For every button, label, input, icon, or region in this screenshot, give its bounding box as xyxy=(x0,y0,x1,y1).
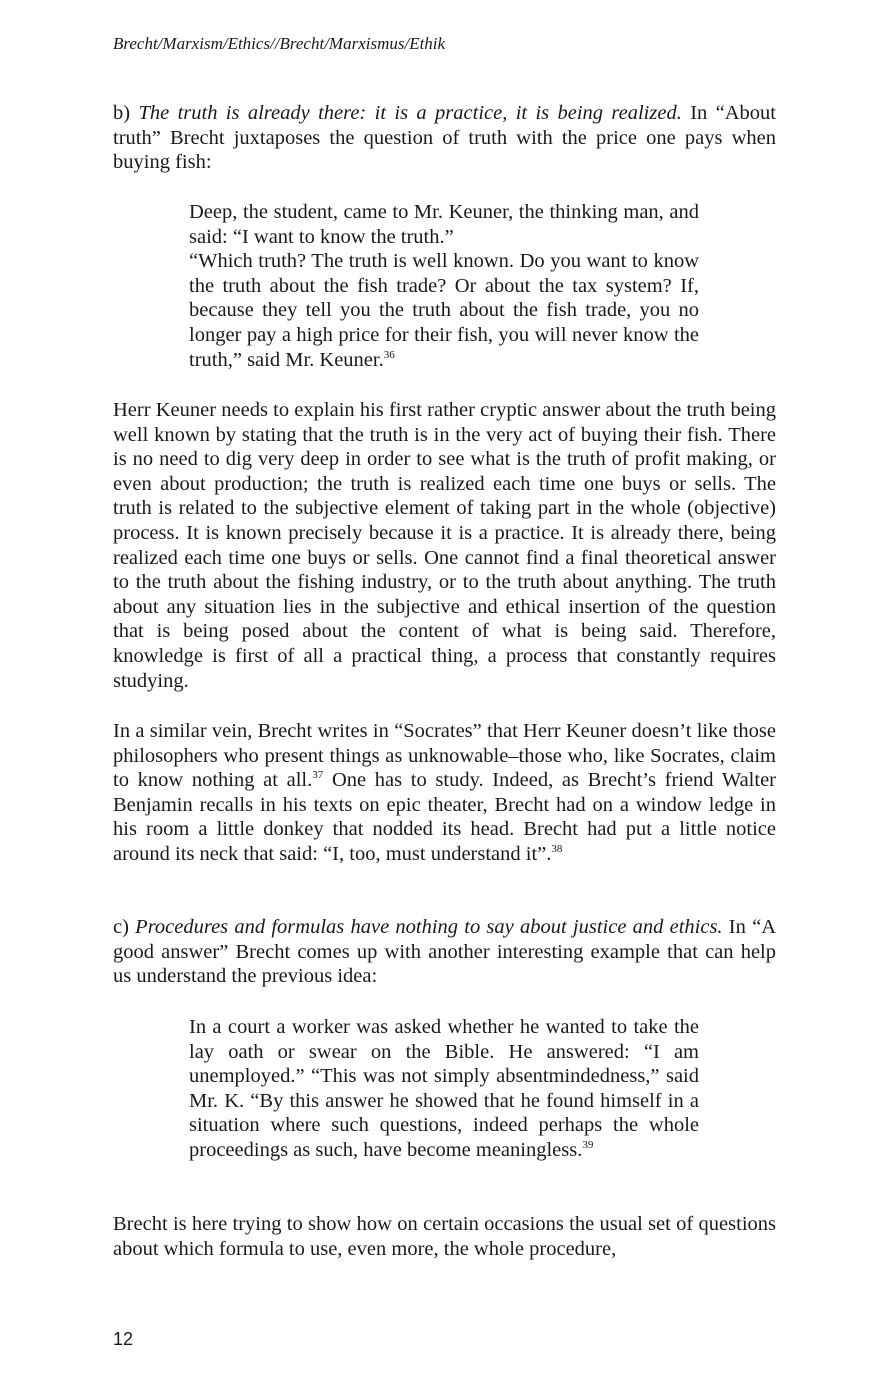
paragraph-2-text-b: One has to study. Indeed, as Brecht’s friend Walter Benjamin recalls in his texts on epic theater, Brecht had on a window ledge in his room a little donkey that nodded its head. Brecht had put a little notice around its neck that said: “I, too, must understand it”. xyxy=(113,769,776,865)
block-quote-good-answer xyxy=(189,1015,699,1163)
footnote-39: 39 xyxy=(582,1139,594,1152)
running-header: Brecht/Marxism/Ethics//Brecht/Marxismus/Ethik xyxy=(113,34,446,53)
body-paragraph-3 xyxy=(113,1212,776,1261)
paragraph-3-text: Brecht is here trying to show how on certain occasions the usual set of questions about which formula to use, even more, the whole procedure, xyxy=(113,1213,776,1260)
footnote-38: 38 xyxy=(551,843,563,856)
body-paragraph-2 xyxy=(113,719,776,867)
body-paragraph-1 xyxy=(113,398,776,693)
quote-1-line-1: Deep, the student, came to Mr. Keuner, the thinking man, and said: “I want to know the truth.” xyxy=(189,201,699,248)
footnote-37: 37 xyxy=(312,769,324,782)
section-c-text: In “A good answer” Brecht comes up with another interesting example that can help us understand the previous idea: xyxy=(113,916,777,988)
page-number: 12 xyxy=(113,1329,134,1349)
quote-2-text: In a court a worker was asked whether he wanted to take the lay oath or swear on the Bible. He answered: “I am unemployed.” “This was not simply absentmindedness,” said Mr. K. “By this answer he showed that he found himself in a situation where such questions, indeed perhaps the whole proceedings as such, have become meaningless. xyxy=(189,1016,699,1161)
paragraph-1-text: Herr Keuner needs to explain his first rather cryptic answer about the truth being well known by stating that the truth is in the very act of buying their fish. There is no need to dig very deep in order to see what is the truth of profit making, or even about production; the truth is realized each time one buys or sells. The truth is related to the subjective element of taking part in the whole (objective) process. It is known precisely because it is a practice. It is already there, being realized each time one buys or sells. One cannot find a final theoretical answer to the truth about the fishing industry, or to the truth about anything. The truth about any situation lies in the subjective and ethical insertion of the question that is being posed about the content of what is being said. Therefore, knowledge is first of all a practical thing, a process that constantly requires studying. xyxy=(113,399,776,692)
section-b-label: b) xyxy=(113,102,131,124)
section-c-paragraph xyxy=(113,915,776,989)
block-quote-keuner xyxy=(189,200,699,372)
section-c-heading: Procedures and formulas have nothing to say about justice and ethics. xyxy=(135,916,723,938)
section-b-text: In “About truth” Brecht juxtaposes the question of truth with the price one pays when buying fish: xyxy=(113,102,776,174)
quote-1-line-2: “Which truth? The truth is well known. Do you want to know the truth about the fish trade? Or about the tax system? If, because they tell you the truth about the fish trade, you no longer pay a high price for their fish, you will never know the truth,” said Mr. Keuner. xyxy=(189,250,699,371)
footnote-36: 36 xyxy=(383,348,395,361)
section-c-label: c) xyxy=(113,916,129,938)
paragraph-2-text-a: In a similar vein, Brecht writes in “Socrates” that Herr Keuner doesn’t like those philosophers who present things as unknowable–those who, like Socrates, claim to know nothing at all. xyxy=(113,720,776,792)
section-b-paragraph xyxy=(113,101,776,175)
section-b-heading: The truth is already there: it is a practice, it is being realized. xyxy=(138,102,682,124)
